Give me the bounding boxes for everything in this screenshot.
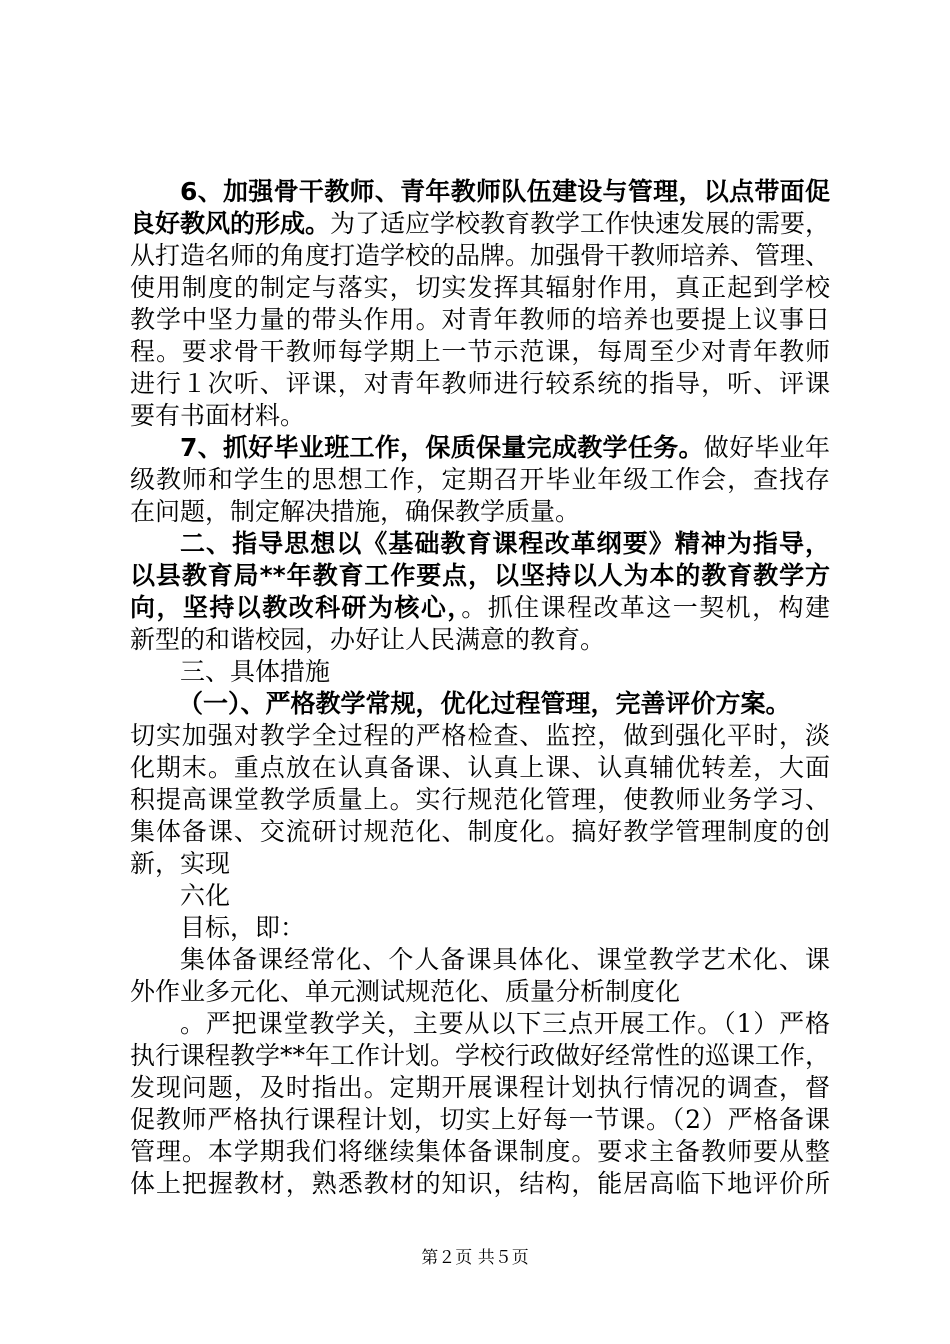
para-7-heading: 7、抓好毕业班工作，保质保量完成教学任务。 [180, 433, 704, 462]
section-3-line-12: 执行课程教学**年工作计划。学校行政做好经常性的巡课工作， [130, 1041, 831, 1070]
section-2-text: 。抓住课程改革这一契机，构建 [461, 593, 830, 622]
para-7-line-2: 级教师和学生的思想工作，定期召开毕业年级工作会，查找存 [130, 465, 830, 494]
section-2-line-2: 以县教育局**年教育工作要点，以坚持以人为本的教育教学方 [130, 561, 830, 590]
section-3-line-6: 新，实现 [130, 849, 231, 878]
section-2-line-1: 二、指导思想以《基础教育课程改革纲要》精神为指导， [180, 529, 830, 558]
section-3-line-16: 体上把握教材，熟悉教材的知识，结构，能居高临下地评价所 [130, 1169, 830, 1198]
section-3-line-9: 集体备课经常化、个人备课具体化、课堂教学艺术化、课 [180, 945, 830, 974]
para-6-line-5: 教学中坚力量的带头作用。对青年教师的培养也要提上议事日 [130, 305, 830, 334]
para-7-line-3: 在问题，制定解决措施，确保教学质量。 [130, 497, 581, 526]
para-6-line-8: 要有书面材料。 [130, 401, 306, 430]
section-3-line-5: 集体备课、交流研讨规范化、制度化。搞好教学管理制度的创 [130, 817, 830, 846]
section-2-heading-end: 向，坚持以教改科研为核心， [130, 593, 462, 622]
section-3-line-4: 积提高课堂教学质量上。实行规范化管理，使教师业务学习、 [130, 785, 830, 814]
para-6-line-1 [130, 176, 830, 208]
para-6-line-3: 从打造名师的角度打造学校的品牌。加强骨干教师培养、管理、 [130, 241, 831, 270]
para-7-line-1 [130, 432, 830, 464]
section-3-line-7: 六化 [180, 881, 231, 910]
para-6-line-6: 程。要求骨干教师每学期上一节示范课，每周至少对青年教师 [130, 337, 830, 366]
para-6-heading-end: 良好教风的形成。 [130, 209, 331, 238]
para-6-line-7: 进行１次听、评课，对青年教师进行较系统的指导，听、评课 [130, 369, 830, 398]
para-7-text: 做好毕业年 [703, 433, 830, 462]
document-body [130, 176, 830, 1200]
para-6-heading: 6、加强骨干教师、青年教师队伍建设与管理，以点带面促 [180, 177, 830, 206]
section-3-line-8: 目标，即： [180, 913, 306, 942]
section-2-line-3 [130, 592, 830, 624]
section-3-line-14: 促教师严格执行课程计划，切实上好每一节课。（2）严格备课 [130, 1105, 830, 1134]
para-6-line-2 [130, 208, 830, 240]
page-number-footer: 第２页 共５页 [421, 1248, 529, 1268]
section-3-line-11: 。严把课堂教学关，主要从以下三点开展工作。（1）严格 [180, 1009, 830, 1038]
section-3-line-13: 发现问题，及时指出。定期开展课程计划执行情况的调查，督 [130, 1073, 830, 1102]
section-3-line-2: 切实加强对教学全过程的严格检查、监控，做到强化平时，淡 [130, 721, 830, 750]
section-3-heading: 三、具体措施 [180, 657, 331, 686]
section-3-line-3: 化期末。重点放在认真备课、认真上课、认真辅优转差，大面 [130, 753, 830, 782]
section-2-line-4: 新型的和谐校园，办好让人民满意的教育。 [130, 625, 606, 654]
para-6-line-4: 使用制度的制定与落实，切实发挥其辐射作用，真正起到学校 [130, 273, 830, 302]
section-3-line-15: 管理。本学期我们将继续集体备课制度。要求主备教师要从整 [130, 1137, 830, 1166]
section-3-line-10: 外作业多元化、单元测试规范化、质量分析制度化 [130, 977, 681, 1006]
section-3-1-heading: （一）、严格教学常规，优化过程管理，完善评价方案。 [178, 689, 791, 718]
para-6-text: 为了适应学校教育教学工作快速发展的需要， [330, 209, 831, 238]
